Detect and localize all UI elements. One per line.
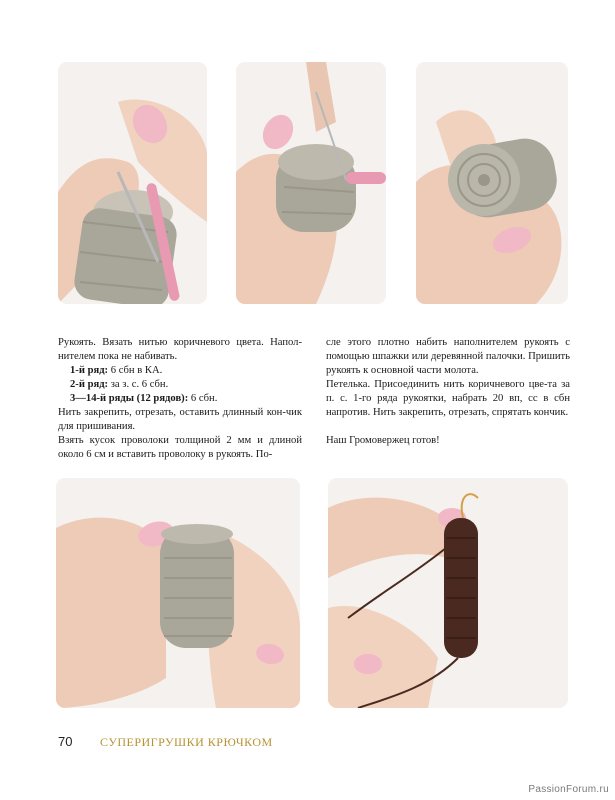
row-label-1: 1-й ряд:: [70, 365, 109, 376]
paragraph-wire: Взять кусок проволоки толщиной 2 мм и длиной около 6 см и вставить проволоку в рукоять. По-: [58, 435, 302, 460]
photo-brown-handle-with-loop: [328, 478, 568, 708]
right-text-column: [326, 336, 570, 448]
left-text-column: [58, 336, 302, 462]
page-number: 70: [58, 734, 73, 749]
row-text-3: 6 сбн.: [188, 393, 218, 404]
photo-crochet-handle-progress: [236, 62, 386, 304]
watermark: PassionForum.ru: [528, 784, 609, 795]
row-text-1: 6 сбн в КА.: [108, 365, 163, 376]
row-instruction-2: [58, 378, 302, 392]
photo-crochet-handle-finished-gray: [416, 62, 568, 304]
paragraph-stuffing: сле этого плотно набить наполнителем рукоять с помощью шпажки или деревянной палочки. Пришить рукоять к основной части молота.: [326, 337, 570, 376]
row-instruction-3: [58, 392, 302, 406]
paragraph-loop: Петелька. Присоединить нить коричневого цве-та за п. с. 1-го ряда рукоятки, набрать 20 вп, сс в сбн напротив. Нить закрепить, отрезать, спрятать кончик.: [326, 379, 570, 418]
row-label-2: 2-й ряд:: [70, 379, 109, 390]
row-label-3: 3—14-й ряды (12 рядов):: [70, 393, 189, 404]
book-title: СУПЕРИГРУШКИ КРЮЧКОМ: [100, 735, 273, 749]
paragraph-handle-intro: Рукоять. Вязать нитью коричневого цвета. Напол-нителем пока не набивать.: [58, 337, 302, 362]
paragraph-fasten: Нить закрепить, отрезать, оставить длинный кон-чик для пришивания.: [58, 407, 302, 432]
row-instruction-1: [58, 364, 302, 378]
row-text-2: за з. с. 6 сбн.: [108, 379, 169, 390]
photo-crochet-handle-start: [58, 62, 207, 304]
paragraph-ready: Наш Громовержец готов!: [326, 435, 440, 446]
photo-gray-handle-in-hand: [56, 478, 300, 708]
